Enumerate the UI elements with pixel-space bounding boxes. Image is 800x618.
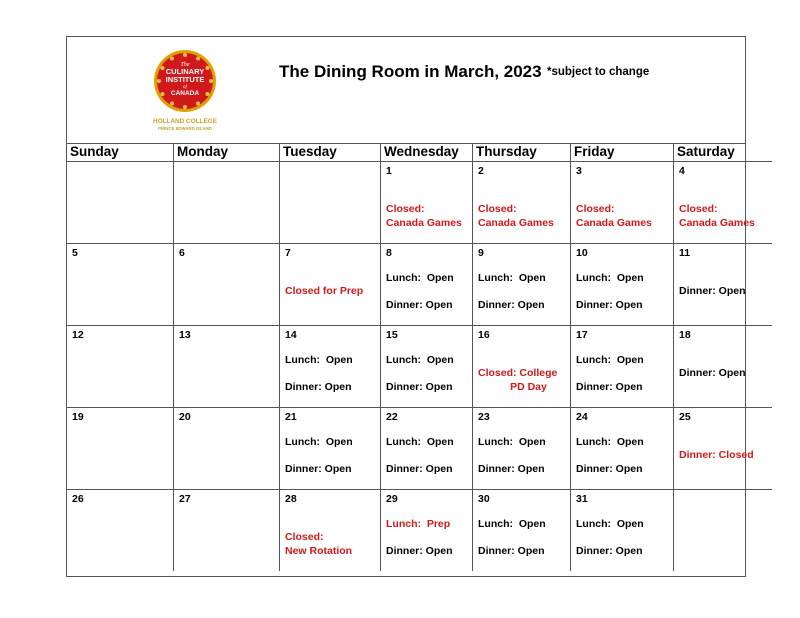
day-status-text: Canada Games: [386, 217, 462, 229]
calendar-day-cell: [473, 244, 571, 326]
day-status-text: Dinner: Open: [478, 545, 545, 557]
day-status-text: Dinner: Open: [285, 463, 352, 475]
calendar-day-cell: [381, 408, 473, 490]
day-number: 20: [179, 411, 191, 423]
day-status-text: Dinner: Open: [478, 463, 545, 475]
day-status-text: Dinner: Open: [576, 299, 643, 311]
logo-text-4: CANADA: [170, 90, 200, 97]
day-number: 31: [576, 493, 588, 505]
day-status-text: Dinner: Open: [576, 545, 643, 557]
day-number: 22: [386, 411, 398, 423]
calendar-week-row: [67, 326, 772, 408]
day-number: 25: [679, 411, 691, 423]
calendar-day-cell: [571, 326, 674, 408]
day-status-text: Lunch: Open: [478, 436, 546, 448]
day-number: 14: [285, 329, 297, 341]
day-status-text: Dinner: Open: [679, 285, 746, 297]
calendar-day-cell: [381, 326, 473, 408]
weekday-header-row: [67, 143, 772, 162]
day-status-text: Lunch: Open: [386, 354, 454, 366]
calendar-day-cell: [67, 408, 174, 490]
calendar-day-cell: [674, 490, 773, 572]
day-status-text: Lunch: Open: [285, 436, 353, 448]
calendar-day-cell: [674, 244, 773, 326]
logo-sub-2: PRINCE EDWARD ISLAND: [158, 126, 212, 131]
culinary-institute-logo: [149, 49, 221, 139]
calendar-day-cell: [174, 408, 280, 490]
day-status-text: Closed:: [679, 203, 718, 215]
day-status-text: Lunch: Open: [576, 436, 644, 448]
day-status-text: Lunch: Open: [576, 518, 644, 530]
day-number: 28: [285, 493, 297, 505]
calendar-day-cell: [571, 244, 674, 326]
calendar-day-cell: [280, 244, 381, 326]
day-number: 19: [72, 411, 84, 423]
calendar-day-cell: [674, 408, 773, 490]
day-status-text: Dinner: Open: [478, 299, 545, 311]
day-number: 4: [679, 165, 685, 177]
calendar-day-cell: [67, 244, 174, 326]
day-status-text: Dinner: Open: [576, 381, 643, 393]
weekday-header-friday: Friday: [571, 143, 674, 162]
calendar-header: [67, 37, 745, 144]
day-number: 12: [72, 329, 84, 341]
day-status-text: PD Day: [478, 381, 547, 393]
calendar-week-row: [67, 244, 772, 326]
day-number: 26: [72, 493, 84, 505]
calendar-day-cell: [674, 326, 773, 408]
calendar-day-cell: [67, 326, 174, 408]
subject-to-change-note: *subject to change: [547, 66, 650, 78]
calendar-day-cell: [473, 408, 571, 490]
day-status-text: Dinner: Open: [386, 463, 453, 475]
calendar-day-cell: [280, 162, 381, 244]
calendar-day-cell: [280, 408, 381, 490]
day-status-text: Dinner: Open: [386, 381, 453, 393]
weekday-header-tuesday: Tuesday: [280, 143, 381, 162]
day-number: 18: [679, 329, 691, 341]
day-number: 9: [478, 247, 484, 259]
day-status-text: Closed: College: [478, 367, 558, 379]
day-number: 13: [179, 329, 191, 341]
calendar-day-cell: [571, 408, 674, 490]
logo-text-3: of: [183, 85, 187, 90]
weekday-header-saturday: Saturday: [674, 143, 773, 162]
day-status-text: Dinner: Closed: [679, 449, 754, 461]
day-status-text: Canada Games: [576, 217, 652, 229]
weekday-header-sunday: Sunday: [67, 143, 174, 162]
day-number: 17: [576, 329, 588, 341]
day-status-text: Closed:: [478, 203, 517, 215]
day-number: 6: [179, 247, 185, 259]
day-status-text: New Rotation: [285, 545, 353, 557]
day-status-text: Lunch: Open: [386, 436, 454, 448]
day-number: 8: [386, 247, 392, 259]
calendar-day-cell: [571, 162, 674, 244]
day-status-text: Dinner: Open: [576, 463, 643, 475]
day-status-text: Lunch: Open: [478, 518, 546, 530]
day-status-text: Lunch: Prep: [386, 518, 451, 530]
calendar-grid: [67, 143, 772, 571]
day-status-text: Dinner: Open: [679, 367, 746, 379]
day-number: 29: [386, 493, 398, 505]
calendar-day-cell: [174, 326, 280, 408]
day-number: 24: [576, 411, 588, 423]
calendar-week-row: [67, 490, 772, 572]
calendar-day-cell: [280, 490, 381, 572]
calendar-document: [66, 36, 755, 577]
day-number: 7: [285, 247, 291, 259]
day-number: 16: [478, 329, 490, 341]
day-status-text: Closed:: [386, 203, 425, 215]
logo-text-1: CULINARY: [165, 67, 205, 76]
day-number: 27: [179, 493, 191, 505]
day-status-text: Dinner: Open: [386, 545, 453, 557]
calendar-week-row: [67, 408, 772, 490]
day-number: 11: [679, 247, 691, 259]
day-status-text: Lunch: Open: [576, 272, 644, 284]
day-status-text: Closed for Prep: [285, 285, 364, 297]
calendar-week-row: [67, 162, 772, 244]
calendar-day-cell: [280, 326, 381, 408]
weekday-header-thursday: Thursday: [473, 143, 571, 162]
calendar-day-cell: [381, 490, 473, 572]
day-status-text: Dinner: Open: [285, 381, 352, 393]
day-number: 15: [386, 329, 398, 341]
page-title: The Dining Room in March, 2023: [279, 62, 542, 81]
calendar-day-cell: [381, 244, 473, 326]
day-number: 21: [285, 411, 297, 423]
calendar-day-cell: [473, 326, 571, 408]
calendar-day-cell: [174, 162, 280, 244]
calendar-day-cell: [67, 162, 174, 244]
day-number: 1: [386, 165, 392, 177]
day-status-text: Lunch: Open: [386, 272, 454, 284]
calendar-day-cell: [67, 490, 174, 572]
weekday-header-monday: Monday: [174, 143, 280, 162]
calendar-day-cell: [473, 490, 571, 572]
calendar-day-cell: [174, 244, 280, 326]
calendar-day-cell: [381, 162, 473, 244]
logo-text-2: INSTITUTE: [165, 75, 205, 84]
day-status-text: Lunch: Open: [576, 354, 644, 366]
day-number: 3: [576, 165, 582, 177]
day-status-text: Closed:: [285, 531, 324, 543]
logo-text-top: The: [180, 62, 190, 68]
day-status-text: Closed:: [576, 203, 615, 215]
day-number: 30: [478, 493, 490, 505]
day-status-text: Lunch: Open: [285, 354, 353, 366]
calendar-day-cell: [571, 490, 674, 572]
calendar-day-cell: [174, 490, 280, 572]
calendar-day-cell: [674, 162, 773, 244]
day-number: 23: [478, 411, 490, 423]
day-status-text: Canada Games: [478, 217, 554, 229]
day-number: 2: [478, 165, 484, 177]
day-number: 10: [576, 247, 588, 259]
day-status-text: Lunch: Open: [478, 272, 546, 284]
calendar-day-cell: [473, 162, 571, 244]
day-status-text: Dinner: Open: [386, 299, 453, 311]
weekday-header-wednesday: Wednesday: [381, 143, 473, 162]
logo-sub-1: HOLLAND COLLEGE: [153, 118, 217, 125]
day-number: 5: [72, 247, 78, 259]
day-status-text: Canada Games: [679, 217, 755, 229]
